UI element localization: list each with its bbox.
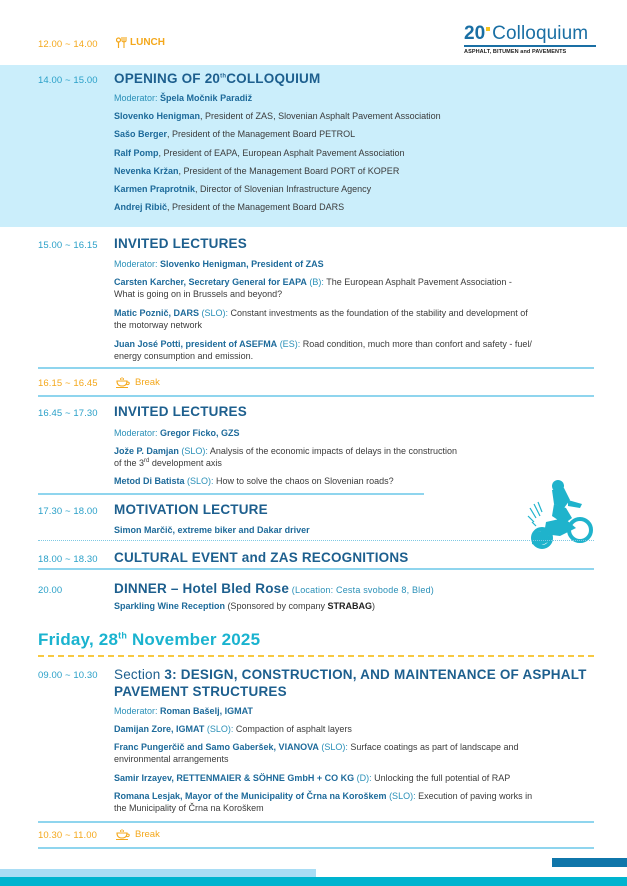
opening-speaker: Ralf Pomp, President of EAPA, European Asphalt Pavement Association bbox=[114, 148, 405, 158]
day-heading: Friday, 28th November 2025 bbox=[38, 630, 261, 649]
divider bbox=[38, 493, 424, 495]
logo-word: Colloquium bbox=[492, 23, 589, 44]
break2-label: Break bbox=[135, 829, 160, 840]
section3-talk: Franc Pungerčič and Samo Gaberšek, VIANOVA (SLO): Surface coatings as part of landscape and environmental arrangements bbox=[114, 742, 519, 764]
divider bbox=[38, 821, 594, 823]
footer-accent-bar bbox=[552, 858, 627, 867]
logo-subtitle: ASPHALT, BITUMEN and PAVEMENTS bbox=[464, 49, 567, 55]
opening-speaker: Sašo Berger, President of the Management Board PETROL bbox=[114, 129, 356, 139]
invited1-title: INVITED LECTURES bbox=[114, 236, 247, 251]
opening-speaker: Andrej Ribič, President of the Management Board DARS bbox=[114, 202, 345, 212]
fork-knife-icon bbox=[116, 37, 127, 48]
opening-moderator: Moderator: Špela Močnik Paradiž bbox=[114, 93, 253, 103]
dinner-reception: Sparkling Wine Reception (Sponsored by company STRABAG) bbox=[114, 601, 375, 611]
motivation-speaker: Simon Marčič, extreme biker and Dakar driver bbox=[114, 525, 310, 535]
lunch-time: 12.00 ~ 14.00 bbox=[38, 39, 98, 50]
opening-speaker: Karmen Praprotnik, Director of Slovenian Infrastructure Agency bbox=[114, 184, 372, 194]
section3-time: 09.00 ~ 10.30 bbox=[38, 670, 98, 681]
break1-label-row bbox=[116, 377, 160, 388]
yellow-dashed-divider bbox=[38, 655, 594, 657]
logo-number: 20 bbox=[464, 23, 486, 44]
motivation-title: MOTIVATION LECTURE bbox=[114, 502, 268, 517]
lunch-label: LUNCH bbox=[130, 37, 165, 48]
invited2-time: 16.45 ~ 17.30 bbox=[38, 408, 98, 419]
dinner-title: DINNER – Hotel Bled Rose (Location: Cesta svobode 8, Bled) bbox=[114, 581, 434, 596]
break2-label-row bbox=[116, 829, 160, 840]
break1-label: Break bbox=[135, 377, 160, 388]
invited1-talk: Matic Poznič, DARS (SLO): Constant investments as the foundation of the stability and development of the motorway network bbox=[114, 308, 528, 330]
cultural-title: CULTURAL EVENT and ZAS RECOGNITIONS bbox=[114, 550, 409, 565]
invited2-talk: Metod Di Batista (SLO): How to solve the chaos on Slovenian roads? bbox=[114, 476, 394, 486]
coffee-cup-icon bbox=[116, 829, 131, 840]
section3-moderator: Moderator: Roman Bašelj, IGMAT bbox=[114, 706, 253, 716]
logo-dot-icon bbox=[486, 27, 490, 31]
section3-title: Section 3: DESIGN, CONSTRUCTION, AND MAINTENANCE OF ASPHALT PAVEMENT STRUCTURES bbox=[114, 667, 587, 699]
divider bbox=[38, 847, 594, 849]
dotted-divider bbox=[38, 540, 594, 541]
invited2-title: INVITED LECTURES bbox=[114, 404, 247, 419]
invited1-time: 15.00 ~ 16.15 bbox=[38, 240, 98, 251]
footer-cyan-bar bbox=[0, 877, 627, 886]
dinner-time: 20.00 bbox=[38, 585, 63, 596]
invited1-talk: Carsten Karcher, Secretary General for EAPA (B): The European Asphalt Pavement Association - What is going on in Brussels and beyond? bbox=[114, 277, 512, 299]
section3-talk: Romana Lesjak, Mayor of the Municipality of Črna na Koroškem (SLO): Execution of paving works in the Municipality of Črna na Koroškem bbox=[114, 791, 533, 813]
divider bbox=[38, 395, 594, 397]
break1-time: 16.15 ~ 16.45 bbox=[38, 378, 98, 389]
invited2-talk: Jože P. Damjan (SLO): Analysis of the economic impacts of delays in the construction of the 3rd development axis bbox=[114, 446, 458, 468]
invited1-talk: Juan José Potti, president of ASEFMA (ES): Road condition, much more than confort and safety - fuel/ energy consumption and emission. bbox=[114, 339, 532, 361]
opening-speaker: Slovenko Henigman, President of ZAS, Slovenian Asphalt Pavement Association bbox=[114, 111, 441, 121]
section3-talk: Samir Irzayev, RETTENMAIER & SÖHNE GmbH + CO KG (D): Unlocking the full potential of RAP bbox=[114, 773, 511, 783]
coffee-cup-icon bbox=[116, 377, 131, 388]
invited1-moderator: Moderator: Slovenko Henigman, President of ZAS bbox=[114, 259, 324, 269]
opening-title: OPENING OF 20thCOLLOQUIUM bbox=[114, 71, 321, 86]
cultural-time: 18.00 ~ 18.30 bbox=[38, 554, 98, 565]
colloquium-logo bbox=[464, 24, 596, 55]
break2-time: 10.30 ~ 11.00 bbox=[38, 830, 97, 841]
opening-speaker: Nevenka Kržan, President of the Management Board PORT of KOPER bbox=[114, 166, 400, 176]
section3-talk: Damijan Zore, IGMAT (SLO): Compaction of asphalt layers bbox=[114, 724, 352, 734]
logo-title bbox=[464, 24, 596, 47]
divider bbox=[38, 367, 594, 369]
lunch-label-row bbox=[116, 37, 165, 48]
divider bbox=[38, 568, 594, 570]
motivation-time: 17.30 ~ 18.00 bbox=[38, 506, 98, 517]
invited2-moderator: Moderator: Gregor Ficko, GZS bbox=[114, 428, 240, 438]
opening-time: 14.00 ~ 15.00 bbox=[38, 75, 98, 86]
